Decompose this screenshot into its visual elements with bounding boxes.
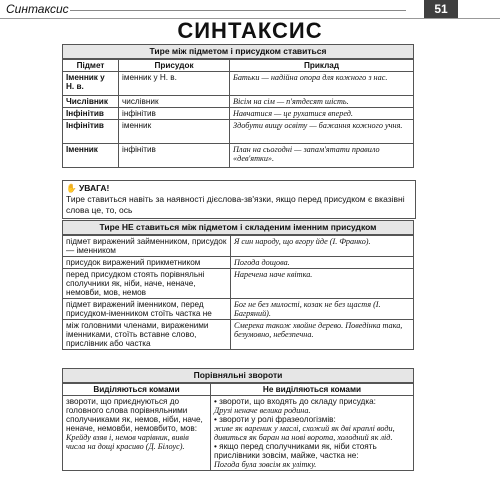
subject-cell: Інфінітив	[63, 120, 119, 144]
rule-cell: перед присудком стоять порівняльні сполучники як, ніби, наче, неначе, немовби, мов, немов	[63, 269, 231, 299]
subject-cell: Інфінітив	[63, 108, 119, 120]
dash-table	[62, 59, 414, 168]
example-cell: Вісім на сім — п'ятдесят шість.	[230, 96, 414, 108]
no-dash-section	[62, 220, 414, 350]
table-row	[63, 320, 414, 350]
table-header-row	[63, 384, 414, 396]
left-example: Крейду взяв і, немов чарівник, вивів числа на дощі красиво (Д. Білоус).	[66, 433, 189, 451]
predicate-cell: іменник	[119, 120, 230, 144]
hand-icon: ✋	[66, 183, 77, 193]
rule-cell: між головними членами, вираженими іменниками, стоїть вставне слово, прислівник або частка	[63, 320, 231, 350]
right-cell	[211, 396, 414, 471]
right-item-example: Друзі неначе велика родина.	[214, 406, 311, 415]
table-row	[63, 236, 414, 257]
example-cell: Смерека також хвойне дерево. Поведінка така, безумовно, небезпечна.	[231, 320, 414, 350]
rule-cell: присудок виражений прикметником	[63, 257, 231, 269]
running-head: Синтаксис	[6, 2, 69, 16]
comparisons-heading: Порівняльні звороти	[62, 368, 414, 383]
warning-text: Тире ставиться навіть за наявності дієслова-зв'язки, якщо перед присудком є вказівні слова це, то, ось	[66, 194, 405, 215]
page-title: СИНТАКСИС	[177, 18, 323, 43]
rule-cell: підмет виражений іменником, перед присудком-іменником стоїть частка не	[63, 299, 231, 320]
table-row	[63, 144, 414, 168]
header-rule	[70, 10, 406, 11]
example-cell: Наречена наче квітка.	[231, 269, 414, 299]
page-number: 51	[424, 0, 458, 18]
example-cell: Бог не без милості, козак не без щастя (І. Багряний).	[231, 299, 414, 320]
subject-cell: Іменник у Н. в.	[63, 72, 119, 96]
comparisons-table	[62, 383, 414, 471]
predicate-cell: іменник у Н. в.	[119, 72, 230, 96]
column-header: Підмет	[63, 60, 119, 72]
table-row	[63, 120, 414, 144]
page-header	[0, 0, 500, 19]
right-item-text: якщо перед сполучниками як, ніби стоять прислівники зовсім, майже, частка не:	[214, 442, 377, 460]
right-item: • якщо перед сполучниками як, ніби стоять прислівники зовсім, майже, частка не:	[214, 442, 377, 460]
table-row	[63, 269, 414, 299]
right-item: • звороти у ролі фразеологізмів:	[214, 415, 336, 424]
table-row	[63, 396, 414, 471]
column-header: Приклад	[230, 60, 414, 72]
dash-table-heading: Тире між підметом і присудком ставиться	[62, 44, 414, 59]
example-cell: Погода дощова.	[231, 257, 414, 269]
table-row	[63, 257, 414, 269]
right-item-text: звороти у ролі фразеологізмів:	[219, 415, 336, 424]
right-item: • звороти, що входять до складу присудка:	[214, 397, 376, 406]
predicate-cell: інфінітив	[119, 144, 230, 168]
predicate-cell: інфінітив	[119, 108, 230, 120]
table-header-row	[63, 60, 414, 72]
right-item-example: живе як вареник у маслі, схожий як дві краплі води, дивиться як баран на нові ворота, холодний як лід.	[214, 424, 395, 442]
comparisons-section	[62, 368, 414, 471]
table-row	[63, 108, 414, 120]
example-cell: План на сьогодні — запам'ятати правило «дев'ятки».	[230, 144, 414, 168]
dash-table-section	[62, 44, 414, 168]
column-header: Виділяються комами	[63, 384, 211, 396]
subject-cell: Іменник	[63, 144, 119, 168]
column-header: Присудок	[119, 60, 230, 72]
example-cell: Батьки — надійна опора для кожного з нас.	[230, 72, 414, 96]
predicate-cell: числівник	[119, 96, 230, 108]
table-row	[63, 96, 414, 108]
left-cell	[63, 396, 211, 471]
example-cell: Здобути вищу освіту — бажання кожного учня.	[230, 120, 414, 144]
example-cell: Навчатися — це рухатися вперед.	[230, 108, 414, 120]
table-row	[63, 72, 414, 96]
right-item-example: Погода була зовсім як улітку.	[214, 460, 317, 469]
left-rule: звороти, що приєднуються до головного слова порівняльними сполучниками як, немов, ніби, наче, неначе, немовби, немовбито, мов:	[66, 397, 203, 433]
right-item-text: звороти, що входять до складу присудка:	[219, 397, 376, 406]
warning-title: УВАГА!	[78, 183, 110, 193]
no-dash-table	[62, 235, 414, 350]
warning-box	[62, 180, 416, 219]
subject-cell: Числівник	[63, 96, 119, 108]
example-cell: Я син народу, що вгору йде (І. Франко).	[231, 236, 414, 257]
rule-cell: підмет виражений займенником, присудок — іменником	[63, 236, 231, 257]
no-dash-heading: Тире НЕ ставиться між підметом і складеним іменним присудком	[62, 220, 414, 235]
table-row	[63, 299, 414, 320]
column-header: Не виділяються комами	[211, 384, 414, 396]
